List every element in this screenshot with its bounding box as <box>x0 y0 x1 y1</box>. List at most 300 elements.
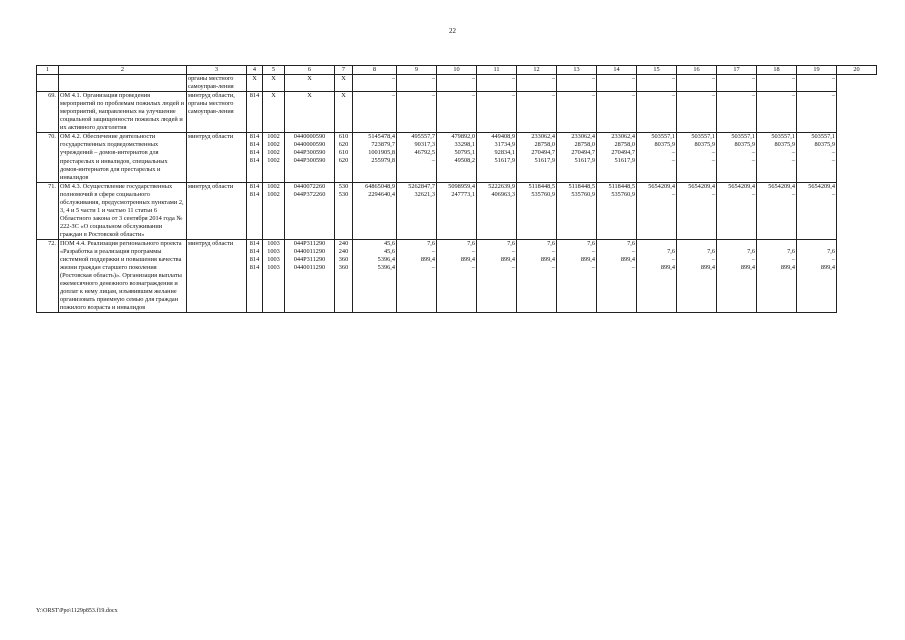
value-line: 80375,9 <box>734 141 755 149</box>
value-cell <box>477 133 517 182</box>
value-cell <box>517 92 557 133</box>
file-path-footer: Y:\ORST\Ppo\1129p853.f19.docx <box>36 608 118 614</box>
column-number-cell: 18 <box>757 66 797 75</box>
table-row <box>37 92 877 133</box>
value-line: 814 <box>249 141 260 149</box>
program-table <box>36 65 877 313</box>
value-line: 814 <box>249 149 260 157</box>
value-line: 233062,4 <box>571 133 595 141</box>
value-line: 360 <box>338 255 349 263</box>
value-cell <box>597 92 637 133</box>
measure-title-cell <box>59 75 187 92</box>
value-line: X <box>252 75 257 83</box>
value-line: 814 <box>249 92 260 100</box>
value-line: – <box>791 149 795 157</box>
value-line: – <box>591 75 595 83</box>
value-line: 610 <box>338 133 349 141</box>
value-line: – <box>631 247 635 255</box>
value-line: – <box>751 149 755 157</box>
value-line: 247773,1 <box>451 190 475 198</box>
value-line: 5118448,5 <box>528 182 555 190</box>
value-line: 535760,9 <box>571 190 595 198</box>
value-line: – <box>831 157 835 165</box>
value-line: 80375,9 <box>774 141 795 149</box>
value-line: X <box>307 75 312 83</box>
value-cell <box>557 92 597 133</box>
value-line: – <box>831 92 835 100</box>
value-cell <box>757 239 797 312</box>
value-cell <box>597 239 637 312</box>
value-line: – <box>551 247 555 255</box>
row-number-cell: 69. <box>37 92 59 133</box>
value-line: 51617,9 <box>534 157 555 165</box>
column-number-cell: 10 <box>437 66 477 75</box>
value-cell <box>757 133 797 182</box>
value-line: 7,6 <box>467 239 475 247</box>
value-line: 7,6 <box>507 239 515 247</box>
value-line: 503557,1 <box>651 133 675 141</box>
value-line: 33298,1 <box>454 141 475 149</box>
value-line: 233062,4 <box>611 133 635 141</box>
value-line: 044P300590 <box>293 149 326 157</box>
value-line: 503557,1 <box>691 133 715 141</box>
column-number-cell: 14 <box>597 66 637 75</box>
value-cell <box>263 239 285 312</box>
value-line: – <box>711 255 715 263</box>
value-line: – <box>671 255 675 263</box>
value-line: – <box>711 92 715 100</box>
page-number: 22 <box>449 27 456 35</box>
measure-title-cell: ОМ 4.3. Осуществление государственных полномочий в сфере социального обслуживания, предусмотренных пунктами 2, 3, 4 и 5 части 1 и частью 11 статьи 6 Областного закона от 3 сентября 2014 года № 222-ЗС «О социальном обслуживании граждан в Ростовской области» <box>59 182 187 239</box>
value-line: 2294640,4 <box>368 190 395 198</box>
value-line: 0440072260 <box>293 182 326 190</box>
value-cell <box>557 133 597 182</box>
value-cell <box>247 182 263 239</box>
value-line: 899,4 <box>540 255 555 263</box>
value-line: 1003 <box>267 255 280 263</box>
value-line: – <box>791 157 795 165</box>
value-line: 814 <box>249 263 260 271</box>
value-line: 0440000590 <box>293 141 326 149</box>
value-cell <box>353 92 397 133</box>
table-row <box>37 75 877 92</box>
value-cell <box>437 133 477 182</box>
value-line: 406963,3 <box>491 190 515 198</box>
value-cell <box>353 75 397 92</box>
value-cell <box>797 92 837 133</box>
value-cell <box>477 182 517 239</box>
value-line: 233062,4 <box>531 133 555 141</box>
value-line: 1002 <box>267 190 280 198</box>
value-cell <box>637 239 677 312</box>
value-cell <box>637 133 677 182</box>
value-line: 0440011290 <box>293 247 326 255</box>
value-cell <box>477 92 517 133</box>
value-line: 814 <box>249 182 260 190</box>
value-cell <box>335 182 353 239</box>
column-number-cell: 13 <box>557 66 597 75</box>
value-line: 270494,7 <box>571 149 595 157</box>
value-cell <box>677 75 717 92</box>
value-line: 899,4 <box>500 255 515 263</box>
value-line: 45,6 <box>383 247 395 255</box>
value-line: 899,4 <box>820 263 835 271</box>
column-number-cell: 11 <box>477 66 517 75</box>
value-line: 240 <box>338 239 349 247</box>
value-line: – <box>591 92 595 100</box>
value-cell <box>717 133 757 182</box>
value-line: 495557,7 <box>411 133 435 141</box>
value-line: 28758,0 <box>534 141 555 149</box>
value-line: – <box>431 75 435 83</box>
column-number-cell: 4 <box>247 66 263 75</box>
value-cell <box>263 133 285 182</box>
value-line: 80375,9 <box>654 141 675 149</box>
value-line: – <box>831 190 835 198</box>
row-number-cell <box>37 75 59 92</box>
value-line: 1003 <box>267 247 280 255</box>
value-cell <box>285 239 335 312</box>
column-number-cell: 2 <box>59 66 187 75</box>
measure-title-cell: ПОМ 4.4. Реализация регионального проекта «Разработка и реализация программы системной поддержки и повышения качества жизни граждан старшего поколения (Ростовская область)». Организация выплаты ежемесячного денежного вознаграждения и доплат к нему лицам, изъявившим желание организовать приемную семью для граждан пожилого возраста и инвалидов <box>59 239 187 312</box>
value-line: 50795,1 <box>454 149 475 157</box>
executor-cell: минтруд области <box>187 133 247 182</box>
value-line: 503557,1 <box>771 133 795 141</box>
value-line: – <box>831 255 835 263</box>
column-number-cell: 16 <box>677 66 717 75</box>
value-line: – <box>671 157 675 165</box>
value-line: 45,6 <box>383 239 395 247</box>
value-line: 32621,3 <box>414 190 435 198</box>
value-line: – <box>791 255 795 263</box>
value-cell <box>397 133 437 182</box>
column-number-row <box>37 66 877 75</box>
value-line: – <box>471 75 475 83</box>
value-line: – <box>511 263 515 271</box>
value-line: – <box>631 75 635 83</box>
value-line: 503557,1 <box>811 133 835 141</box>
value-line: X <box>271 75 276 83</box>
value-line: – <box>511 92 515 100</box>
value-line: 7,6 <box>627 239 635 247</box>
value-cell <box>353 133 397 182</box>
value-cell <box>353 182 397 239</box>
value-line: 7,6 <box>667 247 675 255</box>
value-line: – <box>551 75 555 83</box>
executor-cell: минтруд области <box>187 182 247 239</box>
value-line: 7,6 <box>587 239 595 247</box>
value-cell <box>677 239 717 312</box>
value-line: 814 <box>249 190 260 198</box>
value-line: 1002 <box>267 157 280 165</box>
value-cell <box>717 75 757 92</box>
value-line: 5222639,9 <box>488 182 515 190</box>
table-row <box>37 133 877 182</box>
value-line: 28758,0 <box>614 141 635 149</box>
value-cell <box>397 239 437 312</box>
value-cell <box>557 239 597 312</box>
value-cell <box>247 92 263 133</box>
value-line: – <box>511 247 515 255</box>
value-cell <box>437 182 477 239</box>
value-line: 80375,9 <box>694 141 715 149</box>
value-line: 5654209,4 <box>728 182 755 190</box>
value-line: 51617,9 <box>614 157 635 165</box>
value-line: – <box>751 92 755 100</box>
value-cell <box>263 182 285 239</box>
column-number-cell: 9 <box>397 66 437 75</box>
value-cell <box>335 239 353 312</box>
value-line: – <box>631 92 635 100</box>
value-line: 5118448,5 <box>568 182 595 190</box>
value-line: 5654209,4 <box>688 182 715 190</box>
column-number-cell: 5 <box>263 66 285 75</box>
value-line: – <box>591 263 595 271</box>
value-line <box>758 240 795 248</box>
value-line: 7,6 <box>427 239 435 247</box>
value-line: 814 <box>249 255 260 263</box>
value-line: 240 <box>338 247 349 255</box>
value-line: 1002 <box>267 149 280 157</box>
value-line: – <box>671 149 675 157</box>
executor-cell: органы местного самоуправ-ления <box>187 75 247 92</box>
value-line: 360 <box>338 263 349 271</box>
value-cell <box>353 239 397 312</box>
column-number-cell: 15 <box>637 66 677 75</box>
value-line <box>638 240 675 248</box>
value-line: 51617,9 <box>494 157 515 165</box>
value-cell <box>263 75 285 92</box>
column-number-cell: 19 <box>797 66 837 75</box>
value-line: 7,6 <box>747 247 755 255</box>
value-line: – <box>551 92 555 100</box>
value-line: 5654209,4 <box>808 182 835 190</box>
value-line: 5118448,5 <box>608 182 635 190</box>
value-cell <box>677 182 717 239</box>
value-cell <box>285 133 335 182</box>
value-line: X <box>341 75 346 83</box>
value-line: 899,4 <box>420 255 435 263</box>
value-line: – <box>671 92 675 100</box>
value-cell <box>797 182 837 239</box>
column-number-cell: 8 <box>353 66 397 75</box>
value-cell <box>517 239 557 312</box>
value-line: – <box>751 190 755 198</box>
value-cell <box>797 133 837 182</box>
value-line: – <box>711 75 715 83</box>
value-line: 530 <box>338 190 349 198</box>
value-cell <box>677 92 717 133</box>
column-number-cell: 20 <box>837 66 877 75</box>
value-line: 28758,0 <box>574 141 595 149</box>
value-line: – <box>831 75 835 83</box>
value-cell <box>335 75 353 92</box>
value-line: 64865048,9 <box>365 182 395 190</box>
column-number-cell: 6 <box>285 66 335 75</box>
value-cell <box>477 239 517 312</box>
value-cell <box>797 239 837 312</box>
value-cell <box>637 182 677 239</box>
value-line: – <box>551 263 555 271</box>
value-cell <box>757 182 797 239</box>
value-line: – <box>471 263 475 271</box>
column-number-cell: 17 <box>717 66 757 75</box>
value-line: 51617,9 <box>574 157 595 165</box>
value-line: 814 <box>249 133 260 141</box>
value-line: 899,4 <box>580 255 595 263</box>
value-cell <box>437 75 477 92</box>
value-line: 1002 <box>267 141 280 149</box>
value-line: 899,4 <box>700 263 715 271</box>
value-cell <box>397 92 437 133</box>
value-line: 899,4 <box>740 263 755 271</box>
value-line: – <box>431 157 435 165</box>
value-cell <box>437 92 477 133</box>
value-line: 899,4 <box>780 263 795 271</box>
value-line: 7,6 <box>787 247 795 255</box>
value-line: 5654209,4 <box>768 182 795 190</box>
value-line <box>718 240 755 248</box>
measure-title-cell: ОМ 4.2. Обеспечение деятельности государственных подведомственных учреждений – домов-интернатов для престарелых и инвалидов, специальных домов-интернатов для престарелых и инвалидов <box>59 133 187 182</box>
value-cell <box>677 133 717 182</box>
column-number-cell: 12 <box>517 66 557 75</box>
value-line: 044P372260 <box>293 190 326 198</box>
column-number-cell: 1 <box>37 66 59 75</box>
value-line: – <box>791 92 795 100</box>
value-cell <box>597 182 637 239</box>
value-line <box>798 240 835 248</box>
value-line <box>678 240 715 248</box>
value-line: 5654209,4 <box>648 182 675 190</box>
value-line: 479892,0 <box>451 133 475 141</box>
value-cell <box>597 133 637 182</box>
value-cell <box>437 239 477 312</box>
table-row <box>37 239 877 312</box>
value-line: 899,4 <box>460 255 475 263</box>
value-cell <box>247 75 263 92</box>
value-line: 1003 <box>267 239 280 247</box>
value-line: 899,4 <box>660 263 675 271</box>
value-line: 46792,5 <box>414 149 435 157</box>
value-line: 814 <box>249 247 260 255</box>
value-line: X <box>271 92 276 100</box>
value-line: 1003 <box>267 263 280 271</box>
value-line: – <box>431 263 435 271</box>
value-cell <box>397 75 437 92</box>
value-line: 5098959,4 <box>448 182 475 190</box>
row-number-cell: 70. <box>37 133 59 182</box>
value-line: X <box>307 92 312 100</box>
value-cell <box>717 239 757 312</box>
value-cell <box>285 182 335 239</box>
value-line: 620 <box>338 141 349 149</box>
value-line: 5396,4 <box>377 255 395 263</box>
value-line: 31734,9 <box>494 141 515 149</box>
value-line: 92834,1 <box>494 149 515 157</box>
value-line: 044P300590 <box>293 157 326 165</box>
value-line: – <box>471 247 475 255</box>
value-line: – <box>751 75 755 83</box>
value-line: – <box>831 149 835 157</box>
value-cell <box>797 75 837 92</box>
value-line: X <box>341 92 346 100</box>
value-line: 723879,7 <box>371 141 395 149</box>
value-line: 7,6 <box>827 247 835 255</box>
value-line: – <box>471 92 475 100</box>
value-cell <box>517 75 557 92</box>
value-cell <box>637 75 677 92</box>
value-cell <box>557 75 597 92</box>
value-line: 80375,9 <box>814 141 835 149</box>
value-line: 1001905,8 <box>368 149 395 157</box>
value-line: – <box>671 75 675 83</box>
value-line: – <box>671 190 675 198</box>
value-cell <box>717 182 757 239</box>
value-line: – <box>431 247 435 255</box>
value-line: 610 <box>338 149 349 157</box>
column-number-cell: 7 <box>335 66 353 75</box>
value-cell <box>335 92 353 133</box>
value-line: 270494,7 <box>611 149 635 157</box>
value-line: 49508,2 <box>454 157 475 165</box>
value-cell <box>397 182 437 239</box>
value-line: 5262847,7 <box>408 182 435 190</box>
executor-cell: минтруд области, органы местного самоуправ-ления <box>187 92 247 133</box>
value-cell <box>557 182 597 239</box>
value-cell <box>597 75 637 92</box>
value-line: 620 <box>338 157 349 165</box>
value-line: – <box>751 255 755 263</box>
value-cell <box>757 92 797 133</box>
value-cell <box>637 92 677 133</box>
value-cell <box>285 92 335 133</box>
value-line: 270494,7 <box>531 149 555 157</box>
value-line: 5145478,4 <box>368 133 395 141</box>
value-line: – <box>391 75 395 83</box>
executor-cell: минтруд области <box>187 239 247 312</box>
value-cell <box>335 133 353 182</box>
value-cell <box>247 239 263 312</box>
value-cell <box>717 92 757 133</box>
value-line: – <box>631 263 635 271</box>
value-line: – <box>711 157 715 165</box>
row-number-cell: 71. <box>37 182 59 239</box>
value-line: 814 <box>249 157 260 165</box>
value-cell <box>517 133 557 182</box>
row-number-cell: 72. <box>37 239 59 312</box>
value-line: – <box>511 75 515 83</box>
value-line: 503557,1 <box>731 133 755 141</box>
value-line: 044P311290 <box>293 255 326 263</box>
value-cell <box>263 92 285 133</box>
value-cell <box>757 75 797 92</box>
value-line: 535760,9 <box>531 190 555 198</box>
value-line: – <box>751 157 755 165</box>
value-line: – <box>391 92 395 100</box>
value-line: 7,6 <box>547 239 555 247</box>
value-line: 0440011290 <box>293 263 326 271</box>
value-line: 90317,3 <box>414 141 435 149</box>
value-cell <box>247 133 263 182</box>
value-line: 7,6 <box>707 247 715 255</box>
value-line: 530 <box>338 182 349 190</box>
value-cell <box>477 75 517 92</box>
value-line: 5396,4 <box>377 263 395 271</box>
value-cell <box>285 75 335 92</box>
value-line: 0440000590 <box>293 133 326 141</box>
value-line: 1002 <box>267 133 280 141</box>
value-line: – <box>591 247 595 255</box>
